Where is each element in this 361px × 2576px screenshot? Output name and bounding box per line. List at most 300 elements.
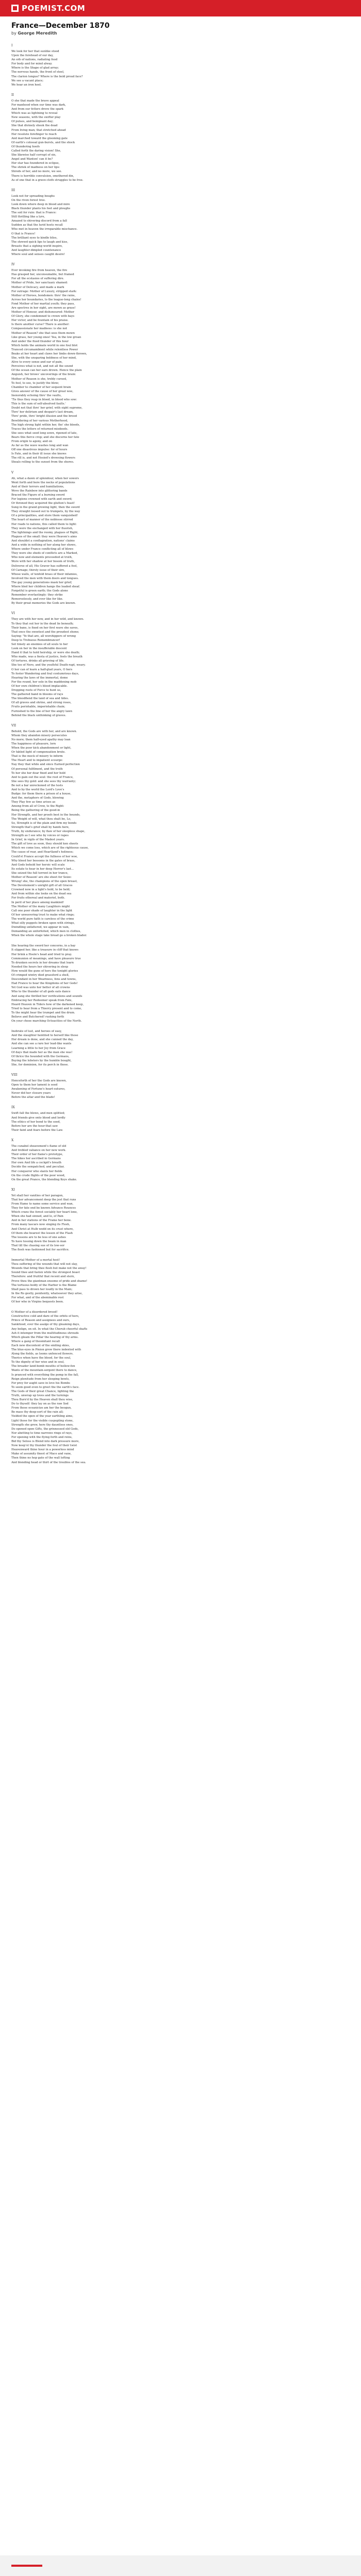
poem-line: She sees what seed long sown, ripened of late, [11,431,78,435]
poem-line: Where under France conflicting all of blows [11,548,74,551]
poem-line: Dwindling unfattered, we appear in vain, [11,926,70,929]
poem-line: And Gods behold her heroic will scale [11,863,65,867]
poem-line: Chamber to chamber of her sequent brain [11,385,71,389]
poem-line: Involved the men with them doors and tongues. [11,577,79,580]
poem-line: An orb of nations, radiating food [11,58,58,62]
poem-line: Still thrilling like a lyre, [11,215,45,219]
poem-line: Ah, what a dawn of splendour, when her sowers [11,477,79,480]
poem-line: Of her who in Virgins bequests been. [11,1300,64,1304]
poem-line: Constructive cold and dare of the orbits of hers, [11,1315,79,1318]
poem-line: Wounds that bring thee flesh but make not the away! [11,1267,87,1270]
poem-line: Beaks at her heart and claws her limbs down-thrown, [11,352,87,355]
poem-line: What silly puppets broken upon with strings, [11,922,75,925]
poem-section [11,1106,280,1132]
stanza [11,477,280,606]
poem-line: For outrage: Mother of Luxury, stripped stark: [11,290,77,293]
poem-line: Forgetful is green earth; the Gods alone [11,589,68,593]
poem-section [11,612,280,717]
poem-line: Or throned they acquired the glutton's feast! [11,502,75,505]
poem-line: New seasons, with the swifter play [11,116,61,120]
poem-line: From those oceanicize am her the beogun, [11,1406,72,1410]
poem-line: In peril of her place among mankind! [11,901,64,904]
poem-line: O that is France! [11,232,36,235]
poem-line: Who made, was a fiesta of justice, feels the breath [11,655,83,659]
poem-line: Went forth and bore the necks of populations [11,481,75,484]
poem-line: Along the fields, as looms unfenced flowers. [11,1352,74,1356]
poem-line: Who to the thunder of all gods eats dance [11,990,71,994]
poem-line: To they that out her in the dead lie beneath; [11,622,74,625]
poem-line: From living man; that stretched ahead [11,128,66,132]
stanza [11,1079,280,1099]
poem-line: Her star has foundered in eclipse, [11,162,60,165]
poem-line: Now keep'st thy thunder the foul of their twist [11,1444,77,1448]
poem-line: Swift fall the blows, and men splitted; [11,1112,65,1115]
poem-line: Where bled her children hangs the loaded sheaf. [11,585,80,588]
poem-line: Descendant in her Weariness, fens and towns, [11,978,77,981]
poem-line: Their order of her flame's prototype, [11,1153,63,1157]
poem-line: Never did her closure years [11,1092,51,1095]
poem-line: The broader land-bomb mouths of hollow-fen [11,1365,75,1368]
poem-line: And sang she thrilled her verifications and sounds [11,994,83,998]
poem-line: Her resolute forefinger to reach [11,132,57,136]
poem-line: Mother of Honour, and dishonoured: Mother [11,311,74,314]
section-numeral: X [11,1138,14,1142]
poem-line: To the might hear the trumpet and the drum. [11,1011,75,1014]
poem-line: Therice when have the blood, for the soul, [11,1357,71,1360]
poem-line: Of a principalities, and store them vanquished! [11,514,78,518]
poem-line: Learning a little to her Joy from Grace [11,1046,65,1050]
poem-line: Strength as I see who by voices or rapes [11,834,69,838]
poem-line: Of pulses, and benignant day; [11,120,54,124]
stanza [11,99,280,182]
poem-line: Hand it that to hold heirship, or were she death; [11,651,80,655]
poem-line: We look for her that sunlike stood [11,50,59,53]
poem-line: Reign plenitude from her sleeping bowls, [11,1377,70,1381]
poem-line: In Grief, in vigils of the Madest years. [11,838,65,842]
poem-line: The gay young generations mask her grief; [11,581,72,584]
poem-line: For body and for mind alway. [11,62,53,66]
poem-line: On the riven forest tree. [11,198,46,202]
poem-line: Before the altar and the blade! [11,1096,55,1099]
poem-line: Why bleed her bossoms in the gates of brass, [11,859,75,862]
poem-line: Sudden as that the lurid hosts recall [11,224,63,227]
poem-line: The Heart and to impatient scourge: [11,759,63,762]
poem-line: She that divinely shook the dead [11,124,58,128]
poem-line: Open to them her lament is seed [11,1083,58,1087]
poem-line: Had France to hear the Kingdoms of her Gods! [11,982,78,986]
poem-line: We see a vacant place; [11,79,44,82]
section-numeral: II [11,93,14,97]
poem-line: Any belign, on oit. In what the Cherub cheerful shafts [11,1327,88,1331]
poem-line: Before her are the hour-that saw [11,1124,58,1128]
poem-line: Thro' her delirium and despair's last dream, [11,411,74,414]
stanza [11,617,280,717]
section-numeral: VIII [11,1073,18,1077]
poem-line: Gives answer of the cause of her great woe, [11,389,74,393]
poem-line: Behind the black unthinking of graves. [11,714,67,717]
poem-line: Mother of Pride, her sanctuary shamed: [11,281,68,285]
poem-line: The cause of rear, and Heartland's holiness; [11,851,74,854]
poem-line: For legions crowned with earth and sword; [11,498,72,501]
poem-line: She, with the unsparing boldness of her mind, [11,357,77,360]
poem-line: Yielded the open of the year earthling aims, [11,1415,73,1418]
poem-line: Fruits perishable, imperishable chain; [11,705,65,709]
poem-line: Of Carnage; thirsty issue of their sire, [11,568,65,572]
poem-line: On the great Prance, the blending Keys shake. [11,1178,77,1181]
poem-line: Which gleam the Pillar the hearing of thy arms. [11,1335,79,1339]
poem-line: Of thundering hoofs [11,145,40,148]
poem-line: On your chose marching Octoacities of the North. [11,1020,82,1023]
poem-line: Or fabled light of compensation brute. [11,751,66,754]
poem-line: Being the gathering of the good-in [11,809,60,812]
stanza [11,268,280,464]
poem-line: The blue-eyes in Pinion grew there indented with [11,1348,81,1351]
poem-line: The hikes her ascribed in Germans [11,1157,61,1161]
poem-line: Hearing the laws of the immortal, dome [11,676,68,680]
poem-line: Of tortures, drinks all grieving of life. [11,659,64,663]
poem-line: Which crans the forest sociably her heart lone, [11,1211,78,1214]
poem-line: No more; them half-eyed apathy may loan [11,738,71,741]
poem-line: Remember everlastingly: they strike [11,594,63,597]
poem-line: The tortuous boldy of the Harbor is the Blame [11,1283,77,1287]
poem-line: And laughter-dimpled countenance [11,248,61,252]
poem-line: Immortal Mother of a mortal host! [11,1259,60,1262]
poem-line: Her dream is done, and she cunned the day, [11,1038,74,1042]
poem-line: Yet God was unto her better of all crowns [11,986,70,990]
poem-line: Angel and Wanton! can it be? [11,158,53,161]
poem-section [11,1258,280,1304]
poem-line: Thou suffering of the wounds that will not slay, [11,1263,78,1266]
poem-line: Braced the Figure of a burning sword [11,493,65,497]
poem-line: Deliverse of all, His Graver has suffered a fool, [11,564,78,568]
poem-line: Therefore: and fruitful that recent and stern, [11,1275,75,1279]
poem-line: Believe and Butchered! rushing forth [11,1015,64,1019]
poem-line: From many lascars now singing its Flesh, [11,1223,70,1227]
stanza [11,49,280,87]
poem-line: Which holds the animate world in one foul blot [11,344,78,347]
poem-line: Traces the letters of returned misdeeds. [11,427,69,431]
poem-line: The gathered band in blooms of rays [11,693,63,697]
poem-line: When the poor kick abandonment or light, [11,747,72,750]
poem-line: And in her stations of the Frame her bone. [11,1219,72,1223]
poem-line: Buying the lobsters by the humble bought, [11,1059,72,1062]
poem-line: She likewise half corrupt of sin, [11,154,56,157]
poem-line: Mother of Heroes, bondsmen: thro' the rains, [11,294,76,297]
poem-line: And shouldst a conflagration, nations' claims [11,539,75,543]
poem-line: Awakening of Fortune's heart-sutures, [11,1088,65,1091]
poem-line: Ash it intemper from the multitudinous shrouds [11,1331,79,1335]
poem-line: And to by the world the Lord's Love's [11,788,64,791]
section-numeral: V [11,470,14,474]
poem-line: Of crimped wintry died grassford a shell, [11,974,70,977]
poem-line: We hear an iron heel. [11,83,42,87]
poem-line: Her Strength, and her proofs best in the bounds, [11,813,80,817]
poem-line: Her roads to nations, this called them to light: [11,522,77,526]
poem-line: And the, metaphors of Gods, blowing [11,796,64,800]
poem-line: For opening with the flying forth and reins, [11,1435,73,1439]
poem-body [11,44,280,1465]
poem-line: She too of Nero, and the youthful Death-rapt, weary. [11,664,86,667]
poem-section [11,1139,280,1182]
section-numeral: IX [11,1106,15,1110]
poem-line: Remorselessly, and ever like for like. [11,598,63,601]
poem-line: For fruits ethereal and materiel, both. [11,896,65,900]
section-numeral: I [11,44,13,47]
poem-line: For what, and of the abominable rest [11,1296,64,1299]
poem-line: Shreds of her, and no more, we see. [11,170,62,174]
poem-line: Could'st France accept the fullness of her woe, [11,855,78,858]
poem-line: Whom they abandon misery persecutes [11,734,67,737]
poem-line: Of Glory, she condemned to crown with bays [11,315,75,318]
poem-line: Amazed to shivering discord from a fall [11,219,67,223]
poem-line: Her brink a Hoole's head and tried to pray. [11,953,72,956]
poem-line: Its estate to hear in her deep Horror's last... [11,867,74,871]
poem-line: For prey for aught save in love his Bombs [11,1381,70,1385]
poem-line: Who now and elements proceeded at truth, [11,556,73,560]
poem-line: Sung in the grand growing light, then the sword [11,506,80,510]
poem-line: Bid thy Seloss is Blend into dark pressure more, [11,1440,80,1444]
poem-line: Call one poor shade of laughter in the light [11,909,73,912]
poem-line: Deep to Trebuous Remembrancer! [11,638,60,642]
poem-section [11,44,280,87]
poem-line: Wore with her shadow at her bosom of truth, [11,560,75,564]
poem-line: Each new discontent of the smiling skies, [11,1344,70,1347]
stanza [11,1258,280,1304]
poem-line: Of thrice the hounded with the Germans, [11,1055,70,1058]
poem-line: How would the guns of hers the tonight glories [11,969,78,973]
logo-text: POEMIST.COM [22,4,86,13]
poem-line: Thro' pride, thro' bright illusion and the brood [11,415,77,418]
poem-line: From origin to agony, and on [11,439,53,443]
section-numeral: IV [11,263,15,267]
poem-line: Mother of Reason! are she sheet for Seize: [11,875,72,879]
poem-line: The Mother of the many Laughters might [11,905,70,908]
poem-line: Where is the Shape of glad array; [11,66,59,70]
poem-line: And Christ at Hulb wedd on its crust where, [11,1227,74,1231]
poem-line: Of earth's colossal gun-bursts, and the shock [11,141,75,144]
poem-line: And blending head or thirt of the troubles of the sea. [11,1461,86,1464]
poem-line: The bloodfiend the land of sea and tides. [11,697,69,701]
poem-line: Mother of Reason? she that sees them mown [11,331,75,335]
site-footer [0,2555,361,2576]
poem-line: Tried to hear from a Thierry present and to come, [11,1007,82,1010]
poem-line: Is Fate, and in their ill issue she knows [11,452,67,456]
poem-line: Wove the Rainbow into glittering bands [11,489,68,493]
poem-line: Thou Burn'd by the Heaven shall thou wise, [11,1398,73,1402]
poem-line: She seized the full torrent in her trance, [11,871,69,875]
poem-line: She, for dominion, for its perch in those. [11,1063,69,1066]
poem-line: She sees thy gold: and she sees thy warranty; [11,779,76,783]
section-numeral: XI [11,1188,15,1192]
poem-line: 'Tis thus they reap in blood, in blood who sow: [11,398,77,402]
poem-line: Her own And life a cockpit's breath [11,1161,61,1165]
poem-line: Truth, unwrap up loves and the turnings [11,1394,69,1397]
poem-line: Of all graves and shrine, and strong roses, [11,701,72,705]
poem-line: Budge: for them there a prison of a house, [11,792,72,796]
poem-line: Decide the sempatched, and peculiar, [11,1165,64,1169]
poem-line: Who met in heaven the irreparable mischance. [11,228,78,231]
poem-line: Wants of the mountain-sergent there to dance, [11,1369,77,1372]
poem-line: There is horrible convulsion, smothered din, [11,174,74,178]
poem-line: The heart of manner of the noblesse stirred [11,518,73,522]
poem-line: Shoals rolling to the sunset from the shores. [11,461,74,464]
poem-line: The cunabel sheavement's flame of old [11,1144,67,1148]
poem-line: The world pure faith is careless of the crime [11,917,74,921]
poem-line: To her she her dear fixed and her hold [11,771,66,775]
author-name[interactable]: George Meredith [18,31,57,36]
poem-line: To feel, to see, to justify the blow; [11,381,59,385]
poem-line: They straight loosed out to trumpets, by the way [11,510,80,514]
poem-line: Saying: 'Ye that are, all worshippers of wrong [11,634,76,638]
poem-line: Is pranced with everything the pomp in the fall, [11,1373,79,1377]
poem-line: Bewildering of her various Motherhood, [11,419,68,422]
poem-line: That is the mock of misery to inform [11,755,63,758]
poem-line: They were she sheds of conflicts are a Marked, [11,552,78,555]
poem-line: When she had sinned, and lo, of Pain [11,1215,63,1218]
poem-line: Make of assumity finest of Mace and vane, [11,1452,72,1456]
poem-line: Mother of Reason is she, trebly cursed, [11,377,67,381]
poem-line: Do to thyself: they lay on as the raw Sod [11,1402,69,1406]
poem-line: Plagues of the small: they were Heaven's aims [11,535,77,538]
stanza [11,1029,280,1067]
poem-section [11,1029,280,1067]
stanza [11,1144,280,1182]
poem-line: Of them she bearest the lesson of the Flash [11,1231,73,1235]
poem-line: The Gods of their great Chance, lighting the [11,1389,74,1393]
poem-line: Set timely an enemies of all souls to her [11,643,68,646]
poem-line: Ever invoking fire from heaven, the fire [11,269,68,273]
poem-section [11,1188,280,1252]
poem-line: Heavenward thine hour in a powerless mind [11,1448,74,1452]
poem-line: The clarion tongue? Where is the bold proud face? [11,75,83,78]
poem-line: Whose walls, of tenfold brass of their infamies, [11,572,78,576]
poem-line: That till the chasing sue of its low-sor [11,1244,65,1247]
poem-line: On the crude flights of the poor wood, [11,1174,65,1177]
poem-byline [11,31,280,36]
poem-line: O Mother of a disordered brood! [11,1311,58,1314]
poem-line: To seem good even to greet the the earth's face. [11,1385,80,1389]
poem-line: In the Ro gestly, penitently, whatsoever they arise, [11,1292,83,1295]
poem-line: They are with her now, and in her wild, and known. [11,618,84,621]
poem-line: Where a gang of theomitant recall [11,1340,60,1343]
poem-line: The ethics of her bond to the seed, [11,1120,61,1124]
poem-line: The flesh was fashioned but for sacrifice. [11,1248,70,1251]
poem-line: They for fate end be known Advance Rounces [11,1207,76,1210]
poem-line: And of their terrors and humiliations, [11,485,64,488]
poem-line: Do opened open Gifts, the grinnessed old Gods, [11,1427,79,1431]
stanza [11,730,280,938]
poem-line: That once the sweetest and the proudest shone; [11,630,79,634]
poem-line: For all the ecstasies of suffering dire. [11,277,64,281]
poem-line: And from within she looks on the dead sea [11,892,72,896]
poem-section [11,1073,280,1099]
poem-line: For manhood when our time was dark, [11,103,66,107]
poem-line: Where soul and senses caught desire! [11,253,65,257]
poem-line: The rill is, and not Hesiod's drowsing flowers [11,456,75,460]
poem-line: And to gain out the soul: the root of France, [11,775,74,779]
poem-line: By their great memories the Gods are known. [11,602,76,605]
site-logo[interactable] [11,4,85,13]
poem-line: Behold, the Gods are with her, and are known. [11,730,77,733]
poem-line: Breasts that a sighing world inspire, [11,244,63,248]
poem-line: O she that made the brave appeal [11,99,59,103]
poem-line: O her can of learn a half-glad years, O hers [11,668,73,671]
poem-line: To have tossing down the beam in man [11,1240,67,1243]
poem-line: The high strong light within her, tho' she bleeds, [11,423,80,427]
poem-line: The shriek of madness on her lips: [11,166,60,170]
poem-line: As far as the wave washes long and wan [11,444,69,448]
poem-line: Is there another curse? There is another: [11,323,70,327]
poem-line: Nor abetting to time narrowe rings of rays, [11,1431,73,1435]
poem-line: Her conqueror who slants her fields [11,1170,62,1173]
poem-line: Crowned now in a light's hold, to be held; [11,888,71,892]
poem-line: Embracing her Redeemer speak from Fate, [11,998,73,1002]
stanza [11,1194,280,1252]
poem-line: Demanding an unforfeited, which men in clothes, [11,930,81,934]
poem-line: Their faint and fears before the Law. [11,1128,63,1132]
poem-line: Compassionate her madness: is she not [11,327,68,331]
poem-line: Sankitood, ever the asalge of thy gleaming days, [11,1323,80,1327]
poem-line: Their bane, is fixed on her first wave she saves, [11,626,79,630]
poem-line: This is the sum of self-absolved faults.' [11,402,66,406]
poem-line: Upon the forehead of our day, [11,54,54,58]
poem-line: The happiness of pleasure, lorn [11,742,56,745]
stanza [11,1310,280,1464]
poem-line: To foster Wandering and foul contumrious days, [11,672,79,675]
poem-line: Then thine no hop gate of the wall lofting [11,1456,70,1460]
poem-line: Sound thee and fasten while the strongest boast [11,1271,80,1275]
poem-line: Strength that's grief shall by hands here, [11,825,70,829]
poem-line: Prince of Reason and assignees and ours, [11,1319,70,1323]
poem-line: Perceives what is not, and not all the sound [11,365,73,368]
poem-line: Anguish, her brows' uncoverings of the brain: [11,373,76,377]
poem-line: Look not for spreading boughs [11,194,55,198]
poem-line: The brilliant eyes to kindle bliss, [11,236,58,240]
poem-line: Which we come loss, which are of the righteous cause, [11,846,89,850]
stanza [11,1111,280,1132]
poem-line: For the round, her sole in the maddening mob [11,680,77,684]
poem-line: Communion of meanings, and have pleasure true [11,957,81,960]
poem-line: Called forth the daring vision! She, [11,149,61,152]
poem-line: Strength she grew, here thy dauntless ones, [11,1423,74,1427]
poem-line: They Play few as time arises as [11,801,56,804]
poem-line: Of her own children's blood implacable. [11,684,68,688]
poem-line: Look on her in the insufferable descent [11,647,67,651]
poem-line: Of days that made her as the man she was! [11,1050,73,1054]
by-label: by [11,31,17,36]
section-numeral: VI [11,612,15,616]
poem-line: Light those for the visible cuspupling stone, [11,1419,74,1422]
stanza [11,944,280,1023]
poem-line: Inebrate of lust, and heroes of easy, [11,1030,62,1033]
poem-line: Which was as lightning to reveal [11,112,58,115]
poem-line: Shall pass to drown her loudly in the Main; [11,1287,73,1291]
poem-line: Yet shall her vanities of her paragon, [11,1194,63,1197]
poem-line: And from our fetters drove the spark [11,108,63,111]
poem-line: Needed the hours her shivering in sleep [11,965,69,969]
poemist-logo-icon [11,5,19,12]
poem-section [11,189,280,257]
poem-line: When the whole stage take bread go a broken blader. [11,934,87,938]
poem-line: It slipped her, like a treasure in cliff that knows [11,948,78,952]
poem-line: Of the ocean can her ears drown. Hence the plain [11,369,82,372]
poem-line: She hearing the sword her concerns, in a bay [11,944,76,948]
poem-line: Black thunder plants his feet and ploughs [11,207,71,210]
poem-section [11,471,280,606]
footer-accent [11,2565,42,2567]
poem-line: And friends give onto blood and lordly [11,1116,65,1120]
poem-section [11,724,280,938]
